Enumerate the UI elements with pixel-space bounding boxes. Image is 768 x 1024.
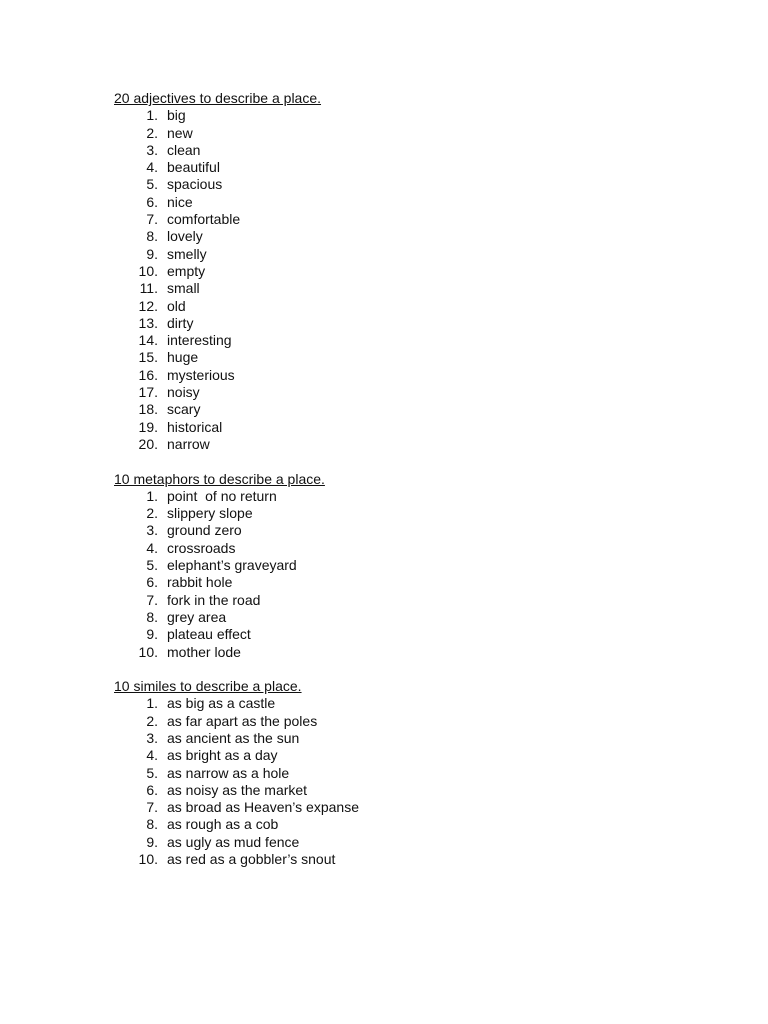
list-item xyxy=(114,713,714,730)
list-item-number: 3. xyxy=(146,141,158,158)
list-item-text: as ugly as mud fence xyxy=(167,833,300,850)
list-item-number: 19. xyxy=(138,418,158,435)
list-item-text: historical xyxy=(167,418,223,435)
list-item-text: smelly xyxy=(167,245,207,262)
list-item-text: as noisy as the market xyxy=(167,781,308,798)
list-item-number: 4. xyxy=(146,747,158,764)
list-item-number: 4. xyxy=(146,159,158,176)
list-item-number: 5. xyxy=(146,176,158,193)
list-item xyxy=(114,557,714,574)
list-item xyxy=(114,298,714,315)
section-heading: 10 metaphors to describe a place. xyxy=(114,470,325,487)
list-item-text: interesting xyxy=(167,332,232,349)
document-body xyxy=(114,90,714,886)
list-item xyxy=(114,211,714,228)
list-item-number: 1. xyxy=(146,487,158,504)
list-item-number: 7. xyxy=(146,211,158,228)
list-item xyxy=(114,626,714,643)
list-item-number: 7. xyxy=(146,799,158,816)
list-item-text: crossroads xyxy=(167,539,236,556)
list-item xyxy=(114,159,714,176)
list-item xyxy=(114,730,714,747)
list-item-number: 8. xyxy=(146,228,158,245)
list-item-text: new xyxy=(167,124,193,141)
list-item-text: fork in the road xyxy=(167,591,261,608)
list-item-number: 2. xyxy=(146,505,158,522)
list-item-text: as ancient as the sun xyxy=(167,729,300,746)
list-item-text: comfortable xyxy=(167,211,241,228)
similes-section xyxy=(114,678,714,868)
list-item-text: huge xyxy=(167,349,199,366)
list-item-text: point of no return xyxy=(167,487,277,504)
list-item-text: big xyxy=(167,107,186,124)
list-item-number: 3. xyxy=(146,522,158,539)
list-item xyxy=(114,834,714,851)
list-item-text: empty xyxy=(167,262,206,279)
list-item xyxy=(114,505,714,522)
list-item-text: old xyxy=(167,297,186,314)
metaphors-section xyxy=(114,471,714,661)
list-item-text: plateau effect xyxy=(167,626,251,643)
list-item-text: slippery slope xyxy=(167,505,253,522)
list-item-number: 10. xyxy=(138,851,158,868)
list-item xyxy=(114,367,714,384)
list-item-text: elephant’s graveyard xyxy=(167,557,297,574)
section-heading: 20 adjectives to describe a place. xyxy=(114,90,322,106)
list-item xyxy=(114,782,714,799)
list-item xyxy=(114,799,714,816)
list-item-number: 1. xyxy=(146,107,158,124)
list-item xyxy=(114,315,714,332)
list-item xyxy=(114,419,714,436)
list-item-number: 10. xyxy=(138,643,158,660)
list-item-number: 10. xyxy=(138,262,158,279)
list-item xyxy=(114,246,714,263)
list-item-number: 3. xyxy=(146,729,158,746)
list-item-text: mysterious xyxy=(167,366,235,383)
list-item-text: as narrow as a hole xyxy=(167,764,290,781)
section-heading: 10 similes to describe a place. xyxy=(114,678,302,695)
list-item-number: 15. xyxy=(138,349,158,366)
list-item-number: 9. xyxy=(146,626,158,643)
metaphors-list xyxy=(114,488,714,661)
list-item-text: as big as a castle xyxy=(167,695,276,712)
list-item-number: 8. xyxy=(146,608,158,625)
list-item-text: rabbit hole xyxy=(167,574,233,591)
list-item-number: 1. xyxy=(146,695,158,712)
list-item xyxy=(114,125,714,142)
list-item xyxy=(114,228,714,245)
list-item-number: 9. xyxy=(146,833,158,850)
list-item-text: dirty xyxy=(167,314,194,331)
list-item xyxy=(114,747,714,764)
list-item-text: as bright as a day xyxy=(167,747,278,764)
list-item-text: as red as a gobbler’s snout xyxy=(167,851,336,868)
list-item xyxy=(114,592,714,609)
list-item-text: as broad as Heaven’s expanse xyxy=(167,799,359,816)
list-item xyxy=(114,816,714,833)
list-item-text: as far apart as the poles xyxy=(167,712,318,729)
list-item xyxy=(114,176,714,193)
list-item-text: lovely xyxy=(167,228,203,245)
similes-list xyxy=(114,695,714,868)
list-item-text: ground zero xyxy=(167,522,242,539)
list-item-number: 9. xyxy=(146,245,158,262)
list-item-number: 5. xyxy=(146,764,158,781)
list-item-number: 20. xyxy=(138,435,158,452)
list-item-text: beautiful xyxy=(167,159,220,176)
list-item-text: nice xyxy=(167,193,193,210)
list-item-number: 18. xyxy=(138,401,158,418)
list-item-number: 11. xyxy=(139,280,158,297)
list-item xyxy=(114,488,714,505)
list-item xyxy=(114,609,714,626)
list-item xyxy=(114,574,714,591)
list-item-text: small xyxy=(167,280,200,297)
list-item xyxy=(114,349,714,366)
list-item-number: 6. xyxy=(146,193,158,210)
list-item-text: clean xyxy=(167,141,201,158)
list-item xyxy=(114,107,714,124)
list-item-number: 4. xyxy=(146,539,158,556)
adjectives-list xyxy=(114,107,714,453)
list-item xyxy=(114,695,714,712)
list-item-text: noisy xyxy=(167,384,200,401)
list-item-number: 6. xyxy=(146,781,158,798)
list-item xyxy=(114,280,714,297)
list-item xyxy=(114,765,714,782)
list-item-number: 17. xyxy=(138,384,158,401)
list-item-number: 12. xyxy=(138,297,158,314)
list-item xyxy=(114,851,714,868)
list-item-number: 8. xyxy=(146,816,158,833)
list-item xyxy=(114,263,714,280)
list-item-text: grey area xyxy=(167,608,227,625)
list-item xyxy=(114,384,714,401)
list-item-text: narrow xyxy=(167,435,210,452)
adjectives-section xyxy=(114,90,714,453)
list-item xyxy=(114,401,714,418)
list-item-number: 16. xyxy=(138,366,158,383)
list-item xyxy=(114,332,714,349)
list-item xyxy=(114,436,714,453)
list-item xyxy=(114,522,714,539)
list-item-text: mother lode xyxy=(167,643,241,660)
list-item xyxy=(114,142,714,159)
list-item-number: 7. xyxy=(146,591,158,608)
list-item xyxy=(114,540,714,557)
list-item-number: 5. xyxy=(146,557,158,574)
list-item xyxy=(114,194,714,211)
list-item xyxy=(114,644,714,661)
list-item-text: spacious xyxy=(167,176,223,193)
list-item-text: scary xyxy=(167,401,201,418)
list-item-number: 2. xyxy=(146,124,158,141)
list-item-number: 14. xyxy=(138,332,158,349)
list-item-number: 6. xyxy=(146,574,158,591)
list-item-number: 13. xyxy=(138,314,158,331)
list-item-number: 2. xyxy=(146,712,158,729)
list-item-text: as rough as a cob xyxy=(167,816,279,833)
